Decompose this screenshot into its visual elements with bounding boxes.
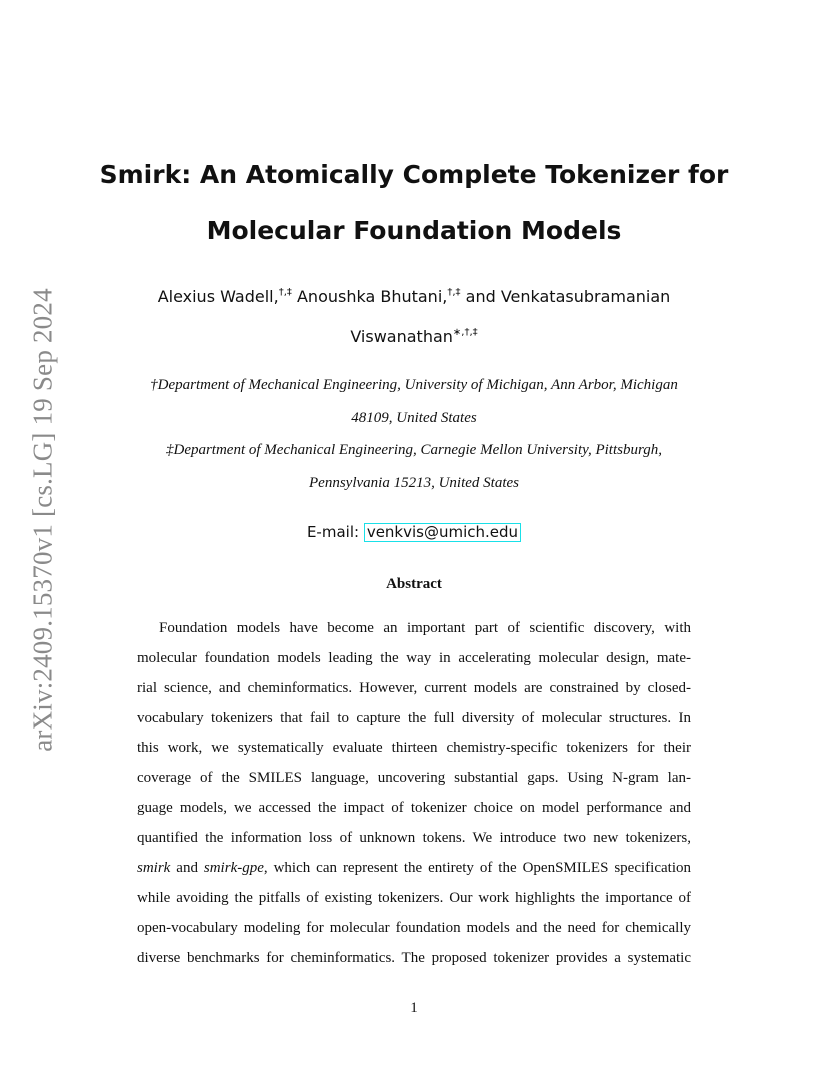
- affiliation-michigan-line-2: 48109, United States: [351, 410, 477, 426]
- arxiv-identifier-stamp: arXiv:2409.15370v1 [cs.LG] 19 Sep 2024: [27, 288, 58, 752]
- abstract-line: this work, we systematically evaluate thirteen chemistry-specific tokenizers for their: [137, 740, 691, 756]
- author-name-viswanathan: Viswanathan: [350, 327, 453, 346]
- abstract-line: guage models, we accessed the impact of tokenizer choice on model performance and: [137, 800, 691, 816]
- affiliation-cmu-line-2: Pennsylvania 15213, United States: [309, 475, 519, 491]
- abstract-line: diverse benchmarks for cheminformatics. The proposed tokenizer provides a systematic: [137, 950, 691, 966]
- email-link[interactable]: venkvis@umich.edu: [364, 523, 521, 542]
- paper-title-line-1: Smirk: An Atomically Complete Tokenizer for: [99, 160, 729, 189]
- abstract-heading: Abstract: [386, 576, 442, 592]
- author-name-bhutani: Anoushka Bhutani,: [291, 287, 448, 306]
- author-list-line-1: [0, 287, 828, 306]
- contact-email-line: [0, 523, 828, 542]
- page-number: 1: [410, 1000, 418, 1016]
- abstract-line: while avoiding the pitfalls of existing tokenizers. Our work highlights the importance of: [137, 890, 691, 906]
- author-affiliation-mark: †,‡: [447, 287, 461, 298]
- author-name-prefix: and Venkatasubramanian: [460, 287, 671, 306]
- abstract-line: open-vocabulary modeling for molecular foundation models and the need for chemically: [137, 920, 691, 936]
- abstract-text-fragment: , which can represent the entirety of the OpenSMILES specification: [263, 860, 691, 876]
- tokenizer-name-smirk: smirk: [137, 860, 171, 876]
- author-affiliation-mark: †,‡: [278, 287, 292, 298]
- abstract-line: coverage of the SMILES language, uncovering substantial gaps. Using N-gram lan-: [137, 770, 691, 786]
- abstract-line: rial science, and cheminformatics. However, current models are constrained by closed-: [137, 680, 691, 696]
- abstract-text-fragment: and: [170, 860, 204, 876]
- affiliation-michigan-line-1: †Department of Mechanical Engineering, University of Michigan, Ann Arbor, Michigan: [150, 377, 678, 393]
- affiliation-cmu-line-1: ‡Department of Mechanical Engineering, Carnegie Mellon University, Pittsburgh,: [165, 442, 663, 458]
- abstract-line: [137, 853, 691, 883]
- abstract-line: vocabulary tokenizers that fail to capture the full diversity of molecular structures. In: [137, 710, 691, 726]
- author-list-line-2: [0, 327, 828, 346]
- abstract-line: quantified the information loss of unknown tokens. We introduce two new tokenizers,: [137, 830, 691, 846]
- author-name-wadell: Alexius Wadell,: [157, 287, 279, 306]
- author-affiliation-mark: ∗,†,‡: [452, 327, 478, 338]
- tokenizer-name-smirk-gpe: smirk-gpe: [203, 860, 264, 876]
- abstract-line: Foundation models have become an important part of scientific discovery, with: [159, 620, 691, 636]
- abstract-line: molecular foundation models leading the way in accelerating molecular design, mate-: [137, 650, 691, 666]
- paper-title-line-2: Molecular Foundation Models: [206, 216, 622, 245]
- abstract-body: [137, 613, 691, 973]
- email-label: E-mail:: [306, 523, 364, 541]
